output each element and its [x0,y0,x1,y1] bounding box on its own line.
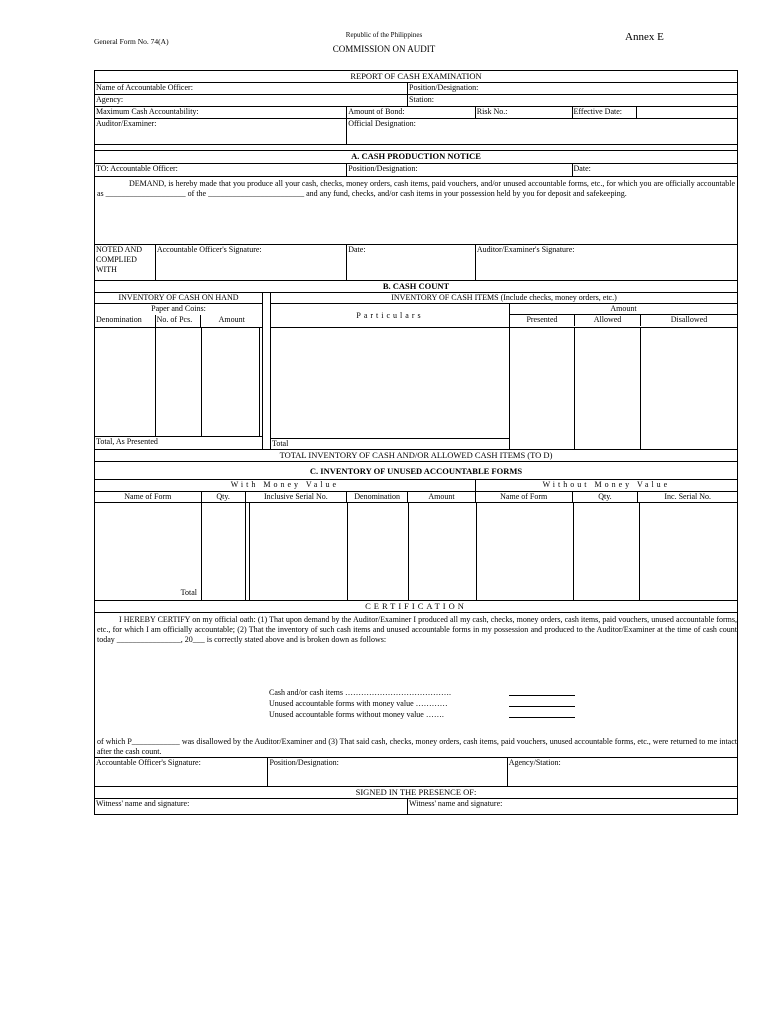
noted-complied-label: NOTED AND COMPLIED WITH [95,245,156,280]
certification-text: I HEREBY CERTIFY on my official oath: (1) That upon demand by the Auditor/Examiner I produced all my cash, checks, money orders, cash items, paid vouchers, unused accountable forms, etc., for which I am officially accountable; (2) That the inventory of such cash items and unused accountable forms in my possession and produced to the Auditor/Examiner at the time of cash count today ________________, 20___ is correctly stated above and is broken down as follows: [97,615,737,644]
witness-1-field[interactable]: Witness' name and signature: [95,799,408,814]
agency-label: COMMISSION ON AUDIT [332,44,436,54]
particulars-total-label: Total [271,438,509,449]
amount-column[interactable] [202,328,260,436]
cert-position-field[interactable]: Position/Designation: [268,758,507,786]
serial-column-2[interactable] [640,503,737,600]
total-inventory-label: TOTAL INVENTORY OF CASH AND/OR ALLOWED CASH ITEMS (TO D) [279,450,553,460]
cash-items-line: Cash and/or cash items …………………………………. [269,688,451,697]
cash-items-heading: INVENTORY OF CASH ITEMS (Include checks, money orders, etc.) [271,293,737,304]
cash-items-amount[interactable] [509,695,575,696]
disallowed-text: of which P____________ was disallowed by the Auditor/Examiner and (3) That said cash, checks, money orders, cash items, paid vouchers, unused accountable forms, etc., were returned to me intact after the cash count. [97,737,737,756]
presented-header: Presented [510,315,575,326]
forms-with-value-amount[interactable] [509,706,575,707]
allowed-column[interactable] [575,328,641,449]
form-amount-header: Amount [408,492,476,502]
particulars-header: Particulars [271,304,510,327]
denomination-header: Denomination [95,315,156,327]
amount-form-column[interactable] [409,503,477,600]
officer-name-field[interactable]: Name of Accountable Officer: [95,83,408,94]
bond-field[interactable]: Amount of Bond: [347,107,476,118]
pieces-header: No. of Pcs. [156,315,202,327]
with-money-value-label: With Money Value [95,480,476,491]
serial-column[interactable] [250,503,348,600]
demand-text: DEMAND, is hereby made that you produce all your cash, checks, money orders, cash items, paid vouchers, and/or unused accountable forms, etc., for which you are officially accountable as ____________________ of the ________________________ and any fund, checks, and/or cash items in your possession held by you for deposit and safekeeping. [97,179,735,198]
to-officer-field[interactable]: TO: Accountable Officer: [95,164,347,176]
section-a-title: A. CASH PRODUCTION NOTICE [351,151,481,161]
forms-without-value-line: Unused accountable forms without money value ……. [269,710,444,719]
forms-total-label: Total [180,588,197,597]
cert-agency-field[interactable]: Agency/Station: [508,758,561,767]
quantity-header: Qty. [202,492,246,502]
amount-header: Amount [218,315,245,324]
official-designation-field[interactable]: Official Designation: [348,119,416,128]
allowed-header: Allowed [575,315,641,326]
presented-column[interactable] [510,328,575,449]
risk-field[interactable]: Risk No.: [476,107,573,118]
serial-header-2: Inc. Serial No. [664,492,712,501]
quantity-column[interactable] [202,503,246,600]
effective-date-label: Effective Date: [573,107,638,118]
amount-group-header: Amount [510,304,737,315]
auditor-field[interactable]: Auditor/Examiner: [95,119,347,144]
witness-2-field[interactable]: Witness' name and signature: [409,799,503,808]
serial-header: Inclusive Serial No. [246,492,348,502]
paper-coins-label: Paper and Coins: [151,304,206,313]
total-presented-label: Total, As Presented [96,437,158,446]
accountable-forms-body [95,503,737,601]
annex-label: Annex E [625,31,664,43]
signature-date-field[interactable]: Date: [347,245,476,280]
form-number: General Form No. 74(A) [94,37,169,46]
certification-title: CERTIFICATION [365,601,467,611]
forms-without-value-amount[interactable] [509,717,575,718]
form-denomination-header: Denomination [347,492,408,502]
section-b-title: B. CASH COUNT [382,281,450,291]
cash-examination-form [94,70,738,815]
auditor-signature-field[interactable]: Auditor/Examiner's Signature: [476,245,575,254]
cash-on-hand-heading: INVENTORY OF CASH ON HAND [95,293,262,304]
form-name-column-2[interactable] [477,503,574,600]
position-field[interactable]: Position/Designation: [409,83,479,92]
quantity-column-2[interactable] [574,503,640,600]
disallowed-column[interactable] [641,328,737,449]
agency-field[interactable]: Agency: [95,95,408,106]
max-cash-field[interactable]: Maximum Cash Accountability: [95,107,347,118]
denomination-column[interactable] [95,328,156,436]
notice-position-field[interactable]: Position/Designation: [347,164,572,176]
cert-officer-signature-field[interactable]: Accountable Officer's Signature: [95,758,268,786]
quantity-header-2: Qty. [573,492,639,502]
form-name-header: Name of Form [95,492,202,502]
cash-count-block [95,293,737,450]
republic-label: Republic of the Philippines [345,31,423,39]
certification-block [95,613,737,758]
signed-presence-title: SIGNED IN THE PRESENCE OF: [355,787,477,797]
notice-date-field[interactable]: Date: [573,164,591,173]
effective-date-field[interactable] [637,107,737,118]
denomination-form-column[interactable] [348,503,409,600]
station-field[interactable]: Station: [409,95,434,104]
without-money-value-label: Without Money Value [542,480,671,489]
forms-with-value-line: Unused accountable forms with money value ………… [269,699,448,708]
pieces-column[interactable] [156,328,202,436]
section-c-title: C. INVENTORY OF UNUSED ACCOUNTABLE FORMS [309,466,523,476]
form-name-header-2: Name of Form [476,492,573,502]
report-title: REPORT OF CASH EXAMINATION [350,71,482,81]
disallowed-header: Disallowed [670,315,708,324]
officer-signature-field[interactable]: Accountable Officer's Signature: [156,245,347,280]
